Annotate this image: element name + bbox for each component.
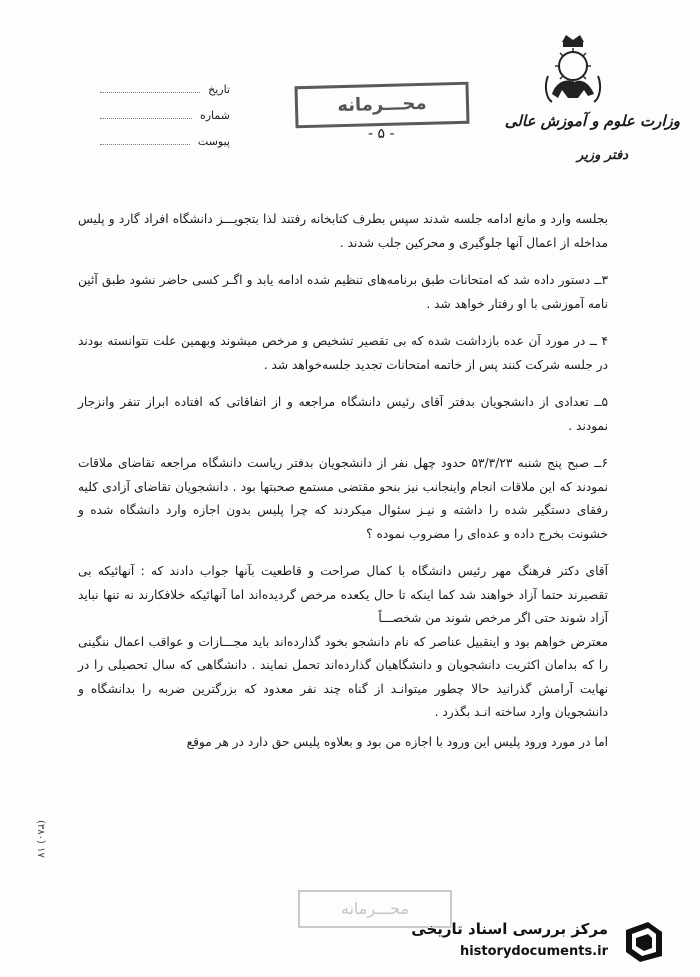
- number-label: شماره: [199, 109, 230, 122]
- confidential-stamp: [294, 82, 469, 129]
- bottom-stamp-text: محـــرمانه: [340, 899, 410, 918]
- confidential-stamp-text: محـــرمانه: [337, 92, 427, 117]
- attachment-line: [100, 144, 190, 145]
- letter-body: [78, 208, 608, 754]
- watermark-title: مرکز بررسی اسناد تاریخی: [411, 920, 608, 938]
- attachment-label: پیوست: [197, 135, 230, 148]
- paragraph-police-entry: اما در مورد ورود پلیس این ورود با اجازه من بود و بعلاوه پلیس حق دارد در هر موقع: [186, 734, 608, 749]
- date-label: تاریخ: [208, 83, 230, 96]
- margin-annotation: (۳۸۰) ۱۷: [35, 820, 46, 858]
- paragraph-item-4: ۴ ــ در مورد آن عده بازداشت شده که بی تقصیر تشخیص و مرخص میشوند وبهمین علت نتوانسته بودند در جلسه شرکت کنند پس از خاتمه امتحانات تجدید جلسه‌خواهد شد .: [78, 334, 608, 372]
- paragraph-chancellor-reply: آقای دکتر فرهنگ مهر رئیس دانشگاه با کمال صراحت و قاطعیت بآنها جواب دادند که : آنهائیکه بی تقصیرند حتما آزاد خواهند شد کما اینکه تا حال یکعده مرخص گردیده‌اند اما آنهائیکه خلافکارند نه تنها نباید آزاد شوند حتی اگر مرخص شوند من شخصـــاً: [78, 564, 608, 625]
- paragraph-item-6: ۶ــ صبح پنج شنبه ۵۳/۳/۲۳ حدود چهل نفر از دانشجویان بدفتر ریاست دانشگاه مراجعه تقاضای ملاقات نمودند که این ملاقات انجام واینجانب نیز بنحو مقتضی مستمع صحبتها بود . دانشجویان تقاضای آزادی کلیه رفقای دستگیر شده را داشته و نیـز سئوال میکردند که چرا پلیس بدون اجازه وارد دانشگاه شده و خشونت بخرج داده و عده‌ای را مضروب نموده ؟: [78, 456, 608, 541]
- lion-and-sun-emblem-icon: [538, 32, 608, 104]
- ministry-heading: وزارت علوم و آموزش عالی: [504, 112, 680, 130]
- date-field: [100, 70, 230, 96]
- number-field: [100, 96, 230, 122]
- date-line: [100, 92, 200, 93]
- attachment-field: [100, 122, 230, 148]
- paragraph-chancellor-reply-cont: معترض خواهم بود و اینقبیل عناصر که نام دانشجو بخود گذارده‌اند باید مجـــازات و عواقب اعمال ننگینی را که بدامان اکثریت دانشجویان و دانشگاهیان گذارده‌اند تحمل نمایند . دانشگاهی که سال تحصیلی را در نهایت آرامش گذرانید حالا چطور میتوانـد از گناه چند نفر معدود که بزرگترین ضربه را بدانشگاه و دانشجویان وارد ساخته انـد بگذرد .: [78, 634, 608, 719]
- office-heading: دفتر وزیر: [577, 148, 628, 163]
- number-line: [100, 118, 192, 119]
- watermark-url: historydocuments.ir: [459, 944, 608, 959]
- archive-logo-icon: [618, 916, 668, 966]
- paragraph-item-3: ۳ــ دستور داده شد که امتحانات طبق برنامه‌های تنظیم شده ادامه یابد و اگـر کسی حاضر نشود طبق آئین نامه آموزشی با او رفتار خواهد شد .: [78, 273, 608, 311]
- letter-fields: [100, 70, 230, 148]
- paragraph-continuation: بجلسه وارد و مانع ادامه جلسه شدند سپس بطرف کتابخانه رفتند لذا بتجویـــز دانشگاه افراد گارد و پلیس مداخله از اعمال آنها جلوگیری و محرکین جلب شدند .: [78, 212, 608, 250]
- paragraph-item-5: ۵ــ تعدادی از دانشجویان بدفتر آقای رئیس دانشگاه مراجعه و از اتفاقاتی که افتاده ابراز تنفر وانزجار نمودند .: [78, 395, 608, 433]
- page-number: - ۵ -: [368, 126, 395, 142]
